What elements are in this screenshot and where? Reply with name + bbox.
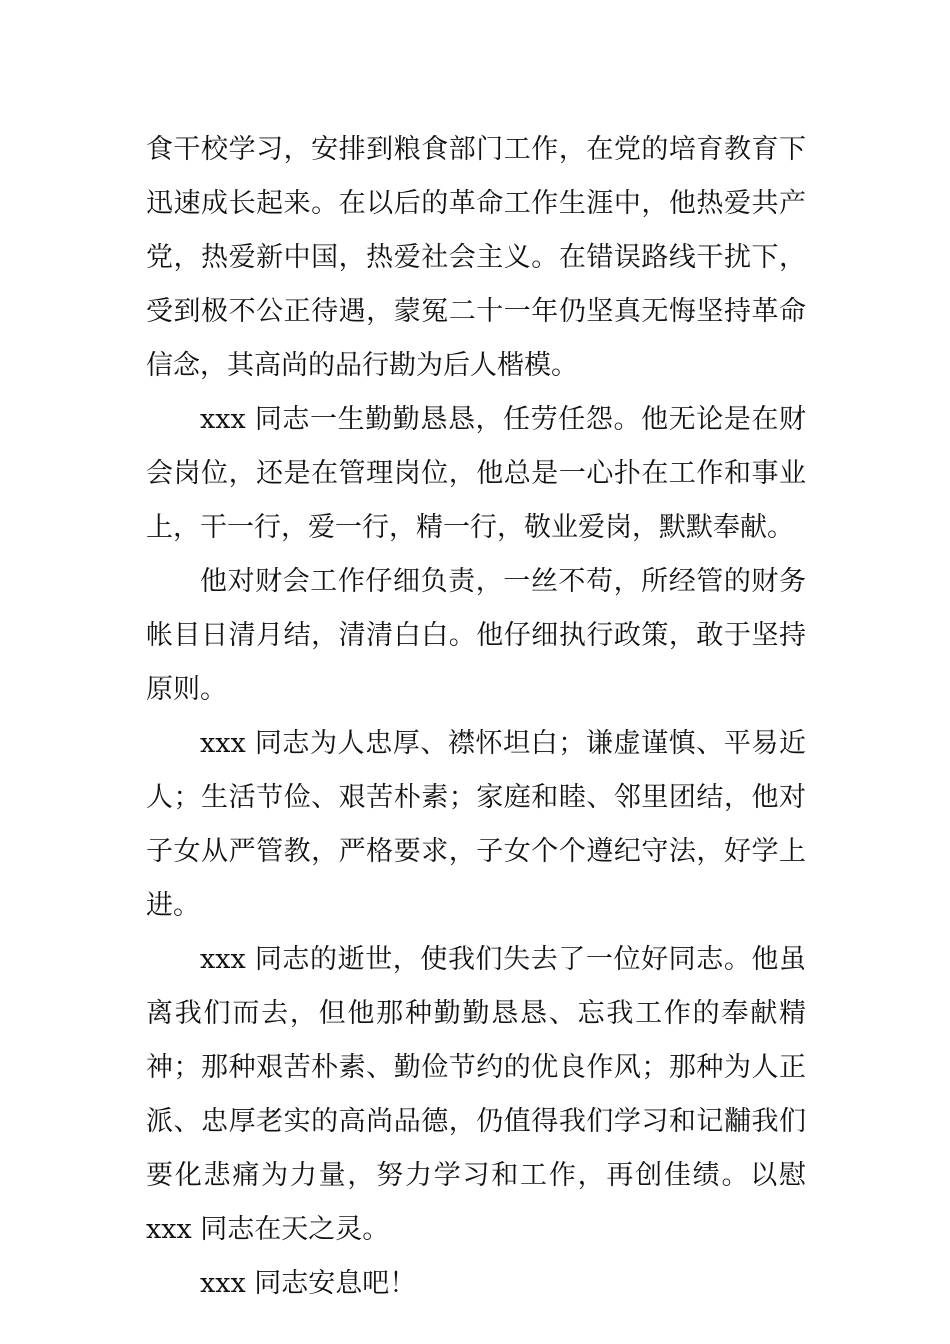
paragraph-1: 食干校学习，安排到粮食部门工作，在党的培育教育下迅速成长起来。在以后的革命工作生涯中，他热爱共产党，热爱新中国，热爱社会主义。在错误路线干扰下，受到极不公正待遇，蒙冤二十一年仍坚真无悔坚持革命信念，其高尚的品行勘为后人楷模。 — [146, 134, 806, 381]
paragraph-3: 他对财会工作仔细负责，一丝不苟，所经管的财务帐目日清月结，清清白白。他仔细执行政策，敢于坚持原则。 — [146, 566, 806, 705]
paragraph-5: xxx 同志的逝世，使我们失去了一位好同志。他虽离我们而去，但他那种勤勤恳恳、忘我工作的奉献精神；那种艰苦朴素、勤俭节约的优良作风；那种为人正派、忠厚老实的高尚品德，仍值得我们学习和记黼我们要化悲痛为力量，努力学习和工作，再创佳绩。以慰 xxx 同志在天之灵。 — [146, 944, 806, 1245]
paragraph-4: xxx 同志为人忠厚、襟怀坦白；谦虚谨慎、平易近人；生活节俭、艰苦朴素；家庭和睦、邻里团结，他对子女从严管教，严格要求，子女个个遵纪守法，好学上进。 — [146, 728, 806, 921]
document-body — [146, 123, 806, 1311]
paragraph-6: xxx 同志安息吧！ — [200, 1268, 417, 1299]
paragraph-2: xxx 同志一生勤勤恳恳，任劳任怨。他无论是在财会岗位，还是在管理岗位，他总是一心扑在工作和事业上，干一行，爱一行，精一行，敬业爱岗，默默奉献。 — [146, 404, 806, 543]
